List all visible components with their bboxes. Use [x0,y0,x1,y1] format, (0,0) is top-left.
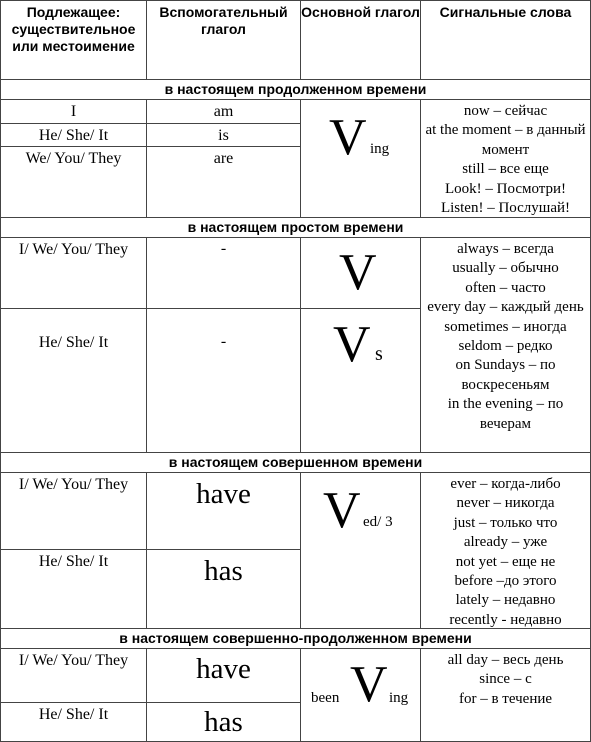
subject-cell: He/ She/ It [0,549,147,629]
signal-word: before –до этого [454,573,557,590]
subject-cell: I/ We/ You/ They [0,237,147,309]
main-verb-cell [300,308,421,453]
header-auxiliary: Вспомогательный глагол [146,0,301,80]
verb-letter: V [339,244,377,301]
verb-suffix: ing [370,141,390,157]
main-verb-cell [300,237,421,309]
section-title-present-continuous: в настоящем продолженном времени [0,79,591,100]
subject-cell: He/ She/ It [0,123,147,147]
signal-word: on Sundays – по воскресеньям [455,357,556,393]
aux-dash: - [220,240,227,257]
aux-cell [146,308,301,453]
signal-word: sometimes – иногда [444,318,567,335]
verb-suffix: ing [389,690,409,706]
header-subject: Подлежащее: существительное или местоимение [0,0,147,80]
signal-word: recently - недавно [449,611,562,628]
subject-cell: He/ She/ It [0,702,147,742]
aux-dash: - [220,333,227,350]
subject-cell: We/ You/ They [0,146,147,218]
signal-word: not yet – еще не [455,553,556,570]
verb-letter: V [329,109,367,166]
signal-words-cell [420,99,591,218]
subject-cell: He/ She/ It [0,308,147,453]
subject-cell: I [0,99,147,124]
signal-word: usually – обычно [452,260,559,277]
aux-verb: have [196,478,251,510]
signal-word: already – уже [463,534,548,551]
signal-word: still – все еще [462,161,549,178]
aux-cell: are [146,146,301,218]
signal-words-cell [420,237,591,453]
signal-words-cell [420,472,591,629]
verb-letter: V [350,656,388,713]
signal-word: at the moment – в данный момент [425,122,586,158]
aux-cell: am [146,99,301,124]
section-title-present-simple: в настоящем простом времени [0,217,591,238]
signal-word: ever – когда-либо [450,476,561,492]
signal-word: now – сейчас [463,103,548,119]
aux-cell: is [146,123,301,147]
section-title-present-perfect: в настоящем совершенном времени [0,452,591,473]
main-verb-cell [300,472,421,629]
signal-word: for – в течение [458,690,553,707]
header-signal-words: Сигнальные слова [420,0,591,80]
section-title-present-perfect-continuous: в настоящем совершенно-продолженном времени [0,628,591,649]
aux-verb: have [196,653,251,685]
subject-cell: I/ We/ You/ They [0,648,147,703]
signal-word: since – с [479,671,532,688]
subject-cell: I/ We/ You/ They [0,472,147,550]
aux-verb: has [204,706,243,738]
main-verb-cell [300,648,421,742]
aux-cell [146,237,301,309]
signal-word: often – часто [465,279,546,296]
verb-letter: V [333,316,371,373]
aux-cell [146,549,301,629]
verb-letter: V [323,482,361,539]
signal-word: in the evening – по вечерам [447,396,564,432]
aux-verb: has [204,555,243,587]
aux-cell [146,472,301,550]
signal-word: Look! – Посмотри! [444,180,567,197]
signal-word: just – только что [453,514,558,531]
verb-prefix: been [311,690,340,706]
signal-word: Listen! – Послушай! [440,200,571,217]
header-main-verb: Основной глагол [300,0,421,80]
signal-word: every day – каждый день [427,299,584,316]
signal-word: always – всегда [457,241,554,257]
verb-suffix: ed/ 3 [363,514,393,530]
aux-cell [146,702,301,742]
signal-word: all day – весь день [447,652,564,668]
signal-word: never – никогда [456,495,555,512]
signal-word: lately – недавно [455,592,556,609]
signal-word: seldom – редко [458,338,553,355]
aux-cell [146,648,301,703]
main-verb-cell [300,99,421,218]
verb-suffix: s [375,343,383,365]
signal-words-cell [420,648,591,742]
